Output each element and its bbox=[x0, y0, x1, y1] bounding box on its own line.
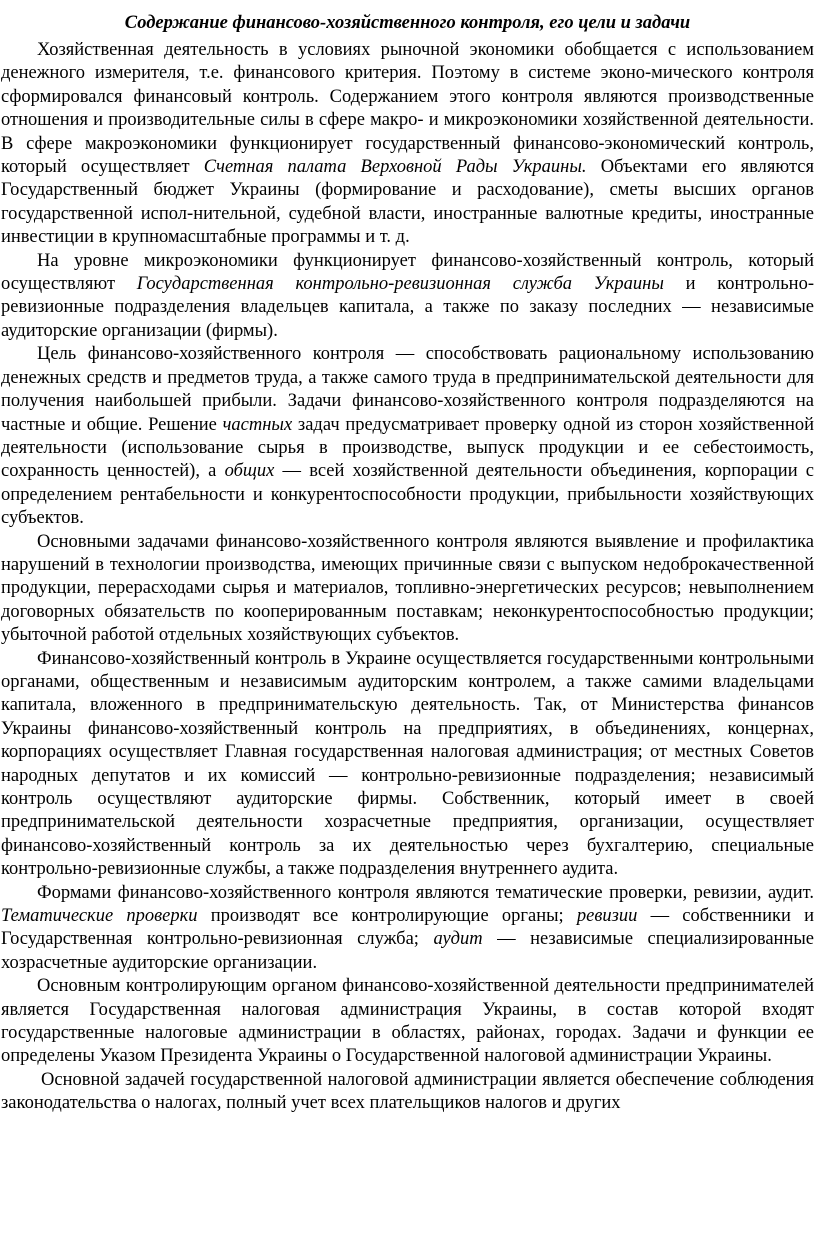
italic-text: ревизии bbox=[576, 906, 638, 927]
paragraph-text: Основной задачей государственной налоговой администрации является обеспечение соблюдения законодательства о налогах, полный учет всех плательщиков налогов и других bbox=[1, 1069, 814, 1114]
paragraph-text: Основными задачами финансово-хозяйственного контроля являются выявление и профилактика нарушений в технологии производства, имеющих причинные связи с выпуском недоброкачественной продукции, перерасходами сырья и материалов, топливно-энергетических ресурсов; невыполнением договорных обязательств по кооперированным поставкам; неконкурентоспособностью продукции; убыточной работой отдельных хозяйствующих субъектов. bbox=[1, 531, 814, 646]
paragraph-text: производят все контролирующие органы; bbox=[197, 906, 577, 927]
paragraph bbox=[1, 250, 814, 344]
paragraph-text: На уровне микроэкономики функционирует финансово-хозяйственный контроль, который осуществляют bbox=[1, 250, 814, 295]
paragraph-text: — всей хозяйственной деятельности объединения, корпорации с определением рентабельности и конкурентоспособности продукции, прибыльности хозяйствующих субъектов. bbox=[1, 461, 814, 529]
paragraph-text: и контрольно-ревизионные подразделения владельцев капитала, а также по заказу последних — независимые аудиторские организации (фирмы). bbox=[1, 274, 814, 341]
paragraph bbox=[1, 882, 814, 976]
paragraph bbox=[1, 531, 814, 648]
paragraph bbox=[1, 975, 814, 1069]
italic-text: Счетная палата Верховной Рады Украины. bbox=[203, 157, 587, 178]
italic-text: частных bbox=[222, 414, 293, 435]
document-title: Содержание финансово-хозяйственного контроля, его цели и задачи bbox=[124, 13, 691, 33]
italic-text: аудит bbox=[433, 929, 483, 950]
paragraph-text: — независимые специализированные хозрасчетные аудиторские организации. bbox=[1, 929, 815, 973]
italic-text: Государственная контрольно-ревизионная служба Украины bbox=[136, 274, 664, 295]
paragraph-text: Цель финансово-хозяйственного контроля — способствовать рациональному использованию денежных средств и предметов труда, а также самого труда в предпринимательской деятельности для получения наибольшей прибыли. Задачи финансово-хозяйственного контроля подразделяются на частные и общие. Решение bbox=[1, 344, 814, 435]
paragraph-text: Финансово-хозяйственный контроль в Украине осуществляется государственными контрольными органами, общественным и независимым аудиторским контролем, а также самими владельцами капитала, вложенного в предпринимательскую деятельность. Так, от Министерства финансов Украины финансово-хозяйственный контроль на предприятиях, в объединениях, концернах, корпорациях осуществляет Главная государственная налоговая администрация; от местных Советов народных депутатов и их комиссий — контрольно-ревизионные подразделения; независимый контроль осуществляют аудиторские фирмы. Собственник, который имеет в своей предпринимательской деятельности хозрасчетные предприятия, организации, осуществляет финансово-хозяйственный контроль за их деятельностью через бухгалтерию, специальные контрольно-ревизионные службы, а также подразделения внутреннего аудита. bbox=[1, 648, 814, 880]
paragraph-text: задач предусматривает проверку одной из сторон хозяйственной деятельности (использование сырья в производстве, выпуск продукции и ее себестоимость, сохранность ценностей), а bbox=[1, 414, 814, 482]
paragraph-text: — собственники и Государственная контрольно-ревизионная служба; bbox=[1, 906, 814, 950]
paragraph-text: Хозяйственная деятельность в условиях рыночной экономики обобщается с использованием денежного измерителя, т.е. финансового критерия. Поэтому в системе эконо-мического контроля сформировался финансовый контроль. Содержанием этого контроля являются производственные отношения и производительные силы в сфере макро- и микроэкономики хозяйственной деятельности. В сфере макроэкономики функционирует государственный финансово-экономический контроль, который осуществляет bbox=[1, 40, 814, 178]
paragraph bbox=[1, 648, 814, 882]
paragraph-text: Формами финансово-хозяйственного контроля являются тематические проверки, ревизии, аудит. bbox=[37, 882, 814, 903]
document-body bbox=[1, 39, 814, 1116]
italic-text: общих bbox=[224, 461, 275, 482]
paragraph-text: Основным контролирующим органом финансово-хозяйственной деятельности предпринимателей является Государственная налоговая администрация Украины, в состав которой входят государственные налоговые администрации в областях, районах, городах. Задачи и функции ее определены Указом Президента Украины о Государственной налоговой администрации Украины. bbox=[1, 976, 814, 1067]
italic-text: Тематические проверки bbox=[1, 906, 198, 927]
paragraph bbox=[1, 343, 814, 530]
paragraph-text: Объектами его являются Государственный бюджет Украины (формирование и расходование), сметы высших органов государственной испол-нительной, судебной власти, иностранные валютные кредиты, иностранные инвестиции в крупномасштабные программы и т. д. bbox=[1, 157, 814, 248]
paragraph bbox=[1, 1069, 814, 1116]
paragraph bbox=[1, 39, 814, 250]
